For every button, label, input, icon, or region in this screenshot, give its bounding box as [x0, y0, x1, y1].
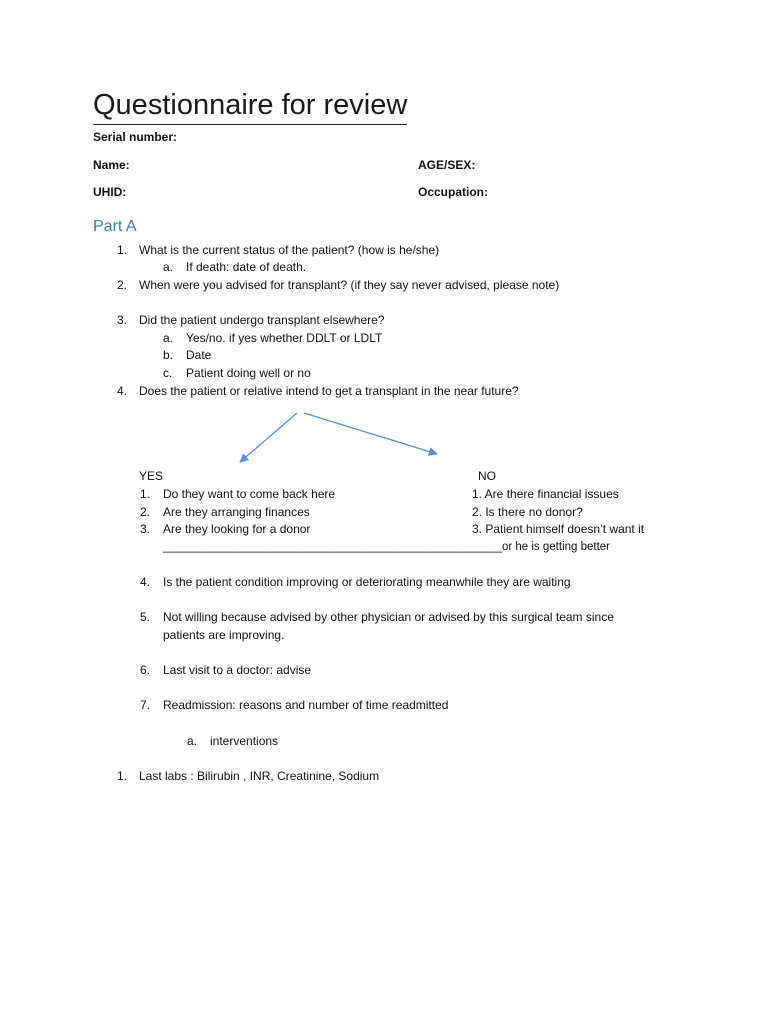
page-title: Questionnaire for review — [93, 86, 407, 125]
q3-sub-b-text: Date — [186, 348, 212, 362]
q3-sub-a-letter: a. — [163, 331, 174, 345]
q3-sub-c-letter: c. — [163, 366, 173, 380]
followup-5-text-line2: patients are improving. — [163, 628, 285, 642]
yes-item-3-number: 3. — [139, 522, 150, 536]
no-label: NO — [478, 469, 496, 483]
part-a-heading: Part A — [93, 218, 137, 235]
q1-text: What is the current status of the patient? (how is he/she) — [139, 243, 440, 257]
followup-7-number: 7. — [139, 698, 150, 712]
no-item-2: 2. Is there no donor? — [472, 505, 583, 519]
yes-item-2-text: Are they arranging finances — [163, 505, 310, 519]
arrow-to-yes — [240, 413, 297, 462]
yes-item-2-number: 2. — [139, 505, 150, 519]
q3-sub-b-letter: b. — [163, 348, 174, 362]
q1-sub-a-text: If death: date of death. — [186, 260, 307, 274]
no-item-3: 3. Patient himself doesn’t want it — [472, 522, 645, 536]
yes-item-1-text: Do they want to come back here — [163, 487, 336, 501]
last-labs-number: 1. — [116, 769, 127, 783]
q1-sub-a-letter: a. — [163, 260, 174, 274]
followup-5-text: Not willing because advised by other physician or advised by this surgical team since — [163, 610, 614, 624]
q1-number: 1. — [116, 243, 127, 257]
followup-5-number: 5. — [139, 610, 150, 624]
age-sex-label: AGE/SEX: — [418, 158, 476, 172]
q2-text: When were you advised for transplant? (if they say never advised, please note) — [139, 278, 560, 292]
followup-4-text: Is the patient condition improving or deteriorating meanwhile they are waiting — [163, 575, 571, 589]
interventions-letter: a. — [187, 734, 198, 748]
arrow-to-no — [304, 413, 437, 454]
q4-number: 4. — [116, 384, 127, 398]
q2-number: 2. — [116, 278, 127, 292]
followup-4-number: 4. — [139, 575, 150, 589]
followup-7-text: Readmission: reasons and number of time readmitted — [163, 698, 449, 712]
q3-sub-a-text: Yes/no. if yes whether DDLT or LDLT — [186, 331, 383, 345]
serial-number-label: Serial number: — [93, 130, 178, 144]
q3-text: Did the patient undergo transplant elsewhere? — [139, 313, 385, 327]
name-label: Name: — [93, 158, 130, 172]
last-labs-text: Last labs : Bilirubin , INR, Creatinine, Sodium — [139, 769, 380, 783]
occupation-label: Occupation: — [418, 185, 489, 199]
fill-in-line: _____________________________________________________or he is getting better — [163, 541, 611, 553]
yes-label: YES — [139, 469, 164, 483]
interventions-text: interventions — [210, 734, 279, 748]
q3-number: 3. — [116, 313, 127, 327]
uhid-label: UHID: — [93, 185, 127, 199]
followup-6-text: Last visit to a doctor: advise — [163, 663, 312, 677]
followup-6-number: 6. — [139, 663, 150, 677]
yes-item-1-number: 1. — [139, 487, 150, 501]
yes-item-3-text: Are they looking for a donor — [163, 522, 311, 536]
q3-sub-c-text: Patient doing well or no — [186, 366, 311, 380]
no-item-1: 1. Are there financial issues — [472, 487, 619, 501]
q4-text: Does the patient or relative intend to get a transplant in the near future? — [139, 384, 519, 398]
